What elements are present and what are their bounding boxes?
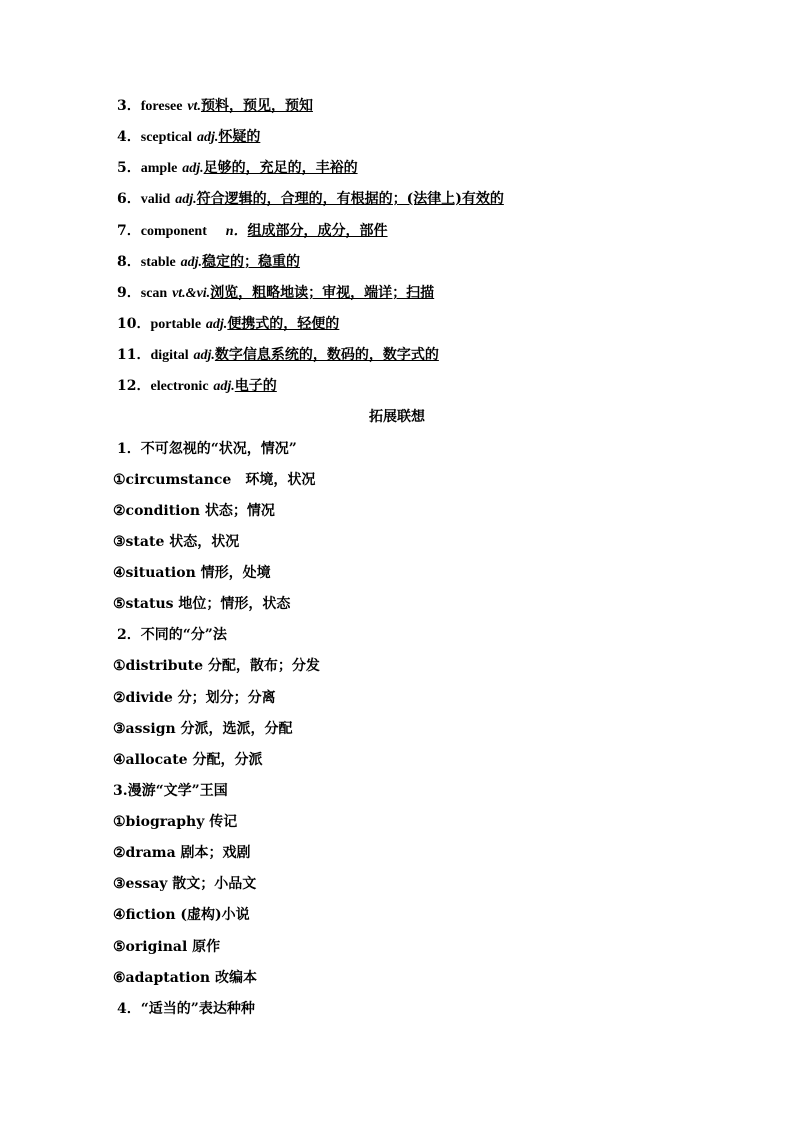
vocab-item (117, 345, 439, 366)
vocab-meaning: 数字信息系统的，数码的，数字式的 (214, 347, 439, 363)
list-item: ①circumstance 环境，状况 (113, 472, 316, 488)
vocab-item (117, 376, 277, 397)
vocab-meaning: 电子的 (234, 378, 277, 394)
group-heading: 2．不同的“分”法 (117, 627, 227, 643)
list-item: ③essay 散文；小品文 (113, 876, 257, 892)
vocab-word: ample (140, 161, 178, 176)
list-item: ②divide 分；划分；分离 (113, 690, 276, 706)
vocab-number: 7． (117, 223, 141, 239)
list-item: ③assign 分派，选派，分配 (113, 721, 293, 737)
list-item: ②condition 状态；情况 (113, 503, 275, 519)
vocab-meaning: 足够的，充足的，丰裕的 (203, 160, 358, 176)
list-item: ④situation 情形，处境 (113, 565, 271, 581)
list-item: ④fiction (虚构)小说 (113, 907, 250, 923)
vocab-item (117, 189, 504, 210)
vocab-pos: adj. (175, 192, 197, 207)
list-item: ⑤original 原作 (113, 939, 221, 955)
vocab-meaning: 怀疑的 (218, 129, 261, 145)
list-item: ④allocate 分配，分派 (113, 752, 263, 768)
group-heading: 4．“适当的”表达种种 (117, 1001, 255, 1017)
list-item: ⑤status 地位；情形，状态 (113, 596, 291, 612)
vocab-number: 12． (117, 378, 151, 394)
vocab-word: foresee (140, 99, 183, 114)
vocab-item (117, 314, 339, 335)
vocab-pos: adj. (213, 379, 235, 394)
vocab-item (117, 96, 313, 117)
list-item: ①distribute 分配，散布；分发 (113, 658, 320, 674)
vocab-pos: adj. (182, 161, 204, 176)
list-item: ②drama 剧本；戏剧 (113, 845, 251, 861)
group-heading: 3.漫游“文学”王国 (113, 783, 228, 799)
vocab-word: sceptical (140, 130, 193, 145)
vocab-meaning: 符合逻辑的，合理的，有根据的；(法律上)有效的 (196, 191, 504, 207)
vocab-word: electronic (150, 379, 209, 394)
vocab-pos: vt.&vi. (172, 286, 211, 301)
vocab-item (117, 158, 358, 179)
vocab-number: 10． (117, 316, 151, 332)
vocab-meaning: 浏览，粗略地读；审视，端详；扫描 (210, 285, 435, 301)
vocab-number: 5． (117, 160, 141, 176)
vocab-number: 4． (117, 129, 141, 145)
vocab-number: 9． (117, 285, 141, 301)
vocab-meaning: 稳定的；稳重的 (202, 254, 301, 270)
vocab-word: scan (140, 286, 168, 301)
vocab-word: portable (150, 317, 202, 332)
vocab-number: 6． (117, 191, 141, 207)
vocab-word: valid (140, 192, 171, 207)
vocab-pos: adj. (180, 255, 203, 270)
vocab-pos: vt. (187, 99, 201, 114)
vocab-item (117, 221, 388, 242)
list-item: ⑥adaptation 改编本 (113, 970, 257, 986)
group-heading: 1．不可忽视的“状况，情况” (117, 441, 297, 457)
vocab-item (117, 252, 300, 273)
vocab-number: 11． (117, 347, 151, 363)
vocab-number: 3． (117, 98, 141, 114)
vocab-word: stable (140, 255, 176, 270)
vocab-meaning: 组成部分，成分，部件 (247, 223, 388, 239)
vocab-meaning: 预料，预见，预知 (200, 98, 313, 114)
list-item: ③state 状态，状况 (113, 534, 240, 550)
list-item: ①biography 传记 (113, 814, 238, 830)
vocab-pos: adj. (196, 130, 219, 145)
vocab-item (117, 127, 260, 148)
vocab-item (117, 283, 434, 304)
vocab-word: digital (150, 348, 189, 363)
vocab-word: component (140, 224, 221, 239)
vocab-number: 8． (117, 254, 141, 270)
vocab-pos: adj. (193, 348, 215, 363)
section-title: 拓展联想 (369, 409, 425, 425)
vocab-pos: n． (225, 224, 248, 239)
vocab-meaning: 便携式的，轻便的 (227, 316, 340, 332)
vocab-pos: adj. (205, 317, 228, 332)
